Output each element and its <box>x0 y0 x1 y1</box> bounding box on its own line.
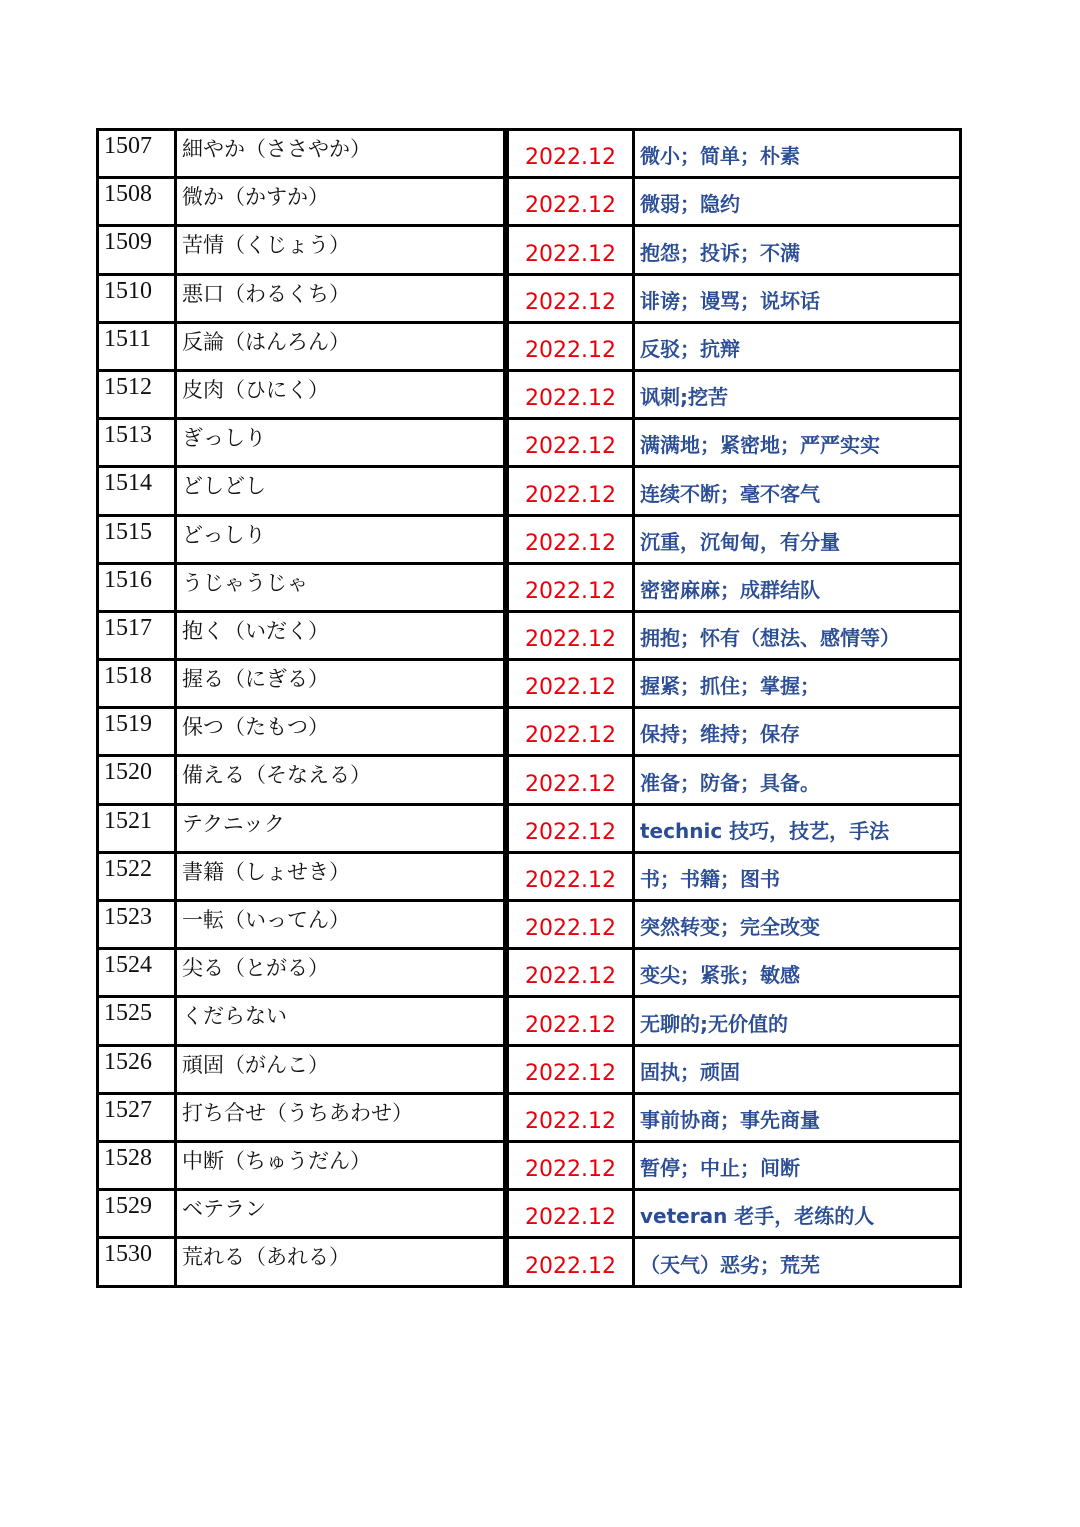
date-cell: 2022.12 <box>508 660 634 708</box>
table-row <box>98 130 961 178</box>
table-row <box>98 708 961 756</box>
chinese-meaning-cell: 讽刺;挖苦 <box>634 370 961 418</box>
date-cell: 2022.12 <box>508 1093 634 1141</box>
table-row <box>98 1141 961 1189</box>
date-cell: 2022.12 <box>508 901 634 949</box>
table-row <box>98 322 961 370</box>
chinese-meaning-cell: 诽谤；谩骂；说坏话 <box>634 274 961 322</box>
chinese-meaning-cell: 变尖；紧张；敏感 <box>634 949 961 997</box>
entry-number-cell: 1516 <box>98 563 176 611</box>
japanese-word-cell: 打ち合せ（うちあわせ） <box>176 1093 505 1141</box>
chinese-meaning-cell: （天气）恶劣；荒芜 <box>634 1238 961 1286</box>
table-row <box>98 467 961 515</box>
chinese-meaning-cell: 反驳；抗辩 <box>634 322 961 370</box>
date-cell: 2022.12 <box>508 997 634 1045</box>
table-row <box>98 901 961 949</box>
table-row <box>98 226 961 274</box>
date-cell: 2022.12 <box>508 370 634 418</box>
table-row <box>98 949 961 997</box>
entry-number-cell: 1508 <box>98 178 176 226</box>
date-cell: 2022.12 <box>508 756 634 804</box>
chinese-meaning-cell: 书；书籍；图书 <box>634 852 961 900</box>
japanese-word-cell: 備える（そなえる） <box>176 756 505 804</box>
entry-number-cell: 1523 <box>98 901 176 949</box>
japanese-word-cell: ぎっしり <box>176 419 505 467</box>
date-cell: 2022.12 <box>508 130 634 178</box>
date-cell: 2022.12 <box>508 467 634 515</box>
chinese-meaning-cell: technic 技巧，技艺，手法 <box>634 804 961 852</box>
date-cell: 2022.12 <box>508 274 634 322</box>
entry-number-cell: 1526 <box>98 1045 176 1093</box>
entry-number-cell: 1515 <box>98 515 176 563</box>
entry-number-cell: 1527 <box>98 1093 176 1141</box>
vocabulary-table-body <box>98 130 961 1287</box>
japanese-word-cell: 保つ（たもつ） <box>176 708 505 756</box>
japanese-word-cell: くだらない <box>176 997 505 1045</box>
japanese-word-cell: 書籍（しょせき） <box>176 852 505 900</box>
japanese-word-cell: 細やか（ささやか） <box>176 130 505 178</box>
chinese-meaning-cell: 微小；简单；朴素 <box>634 130 961 178</box>
entry-number-cell: 1517 <box>98 611 176 659</box>
table-row <box>98 804 961 852</box>
table-row <box>98 611 961 659</box>
date-cell: 2022.12 <box>508 1238 634 1286</box>
chinese-meaning-cell: veteran 老手，老练的人 <box>634 1190 961 1238</box>
japanese-word-cell: 微か（かすか） <box>176 178 505 226</box>
date-cell: 2022.12 <box>508 949 634 997</box>
date-cell: 2022.12 <box>508 611 634 659</box>
entry-number-cell: 1512 <box>98 370 176 418</box>
date-cell: 2022.12 <box>508 419 634 467</box>
table-row <box>98 1238 961 1286</box>
table-row <box>98 852 961 900</box>
japanese-word-cell: どっしり <box>176 515 505 563</box>
entry-number-cell: 1528 <box>98 1141 176 1189</box>
chinese-meaning-cell: 满满地；紧密地；严严实实 <box>634 419 961 467</box>
table-row <box>98 1045 961 1093</box>
chinese-meaning-cell: 事前协商；事先商量 <box>634 1093 961 1141</box>
japanese-word-cell: うじゃうじゃ <box>176 563 505 611</box>
vocabulary-table <box>96 128 962 1288</box>
table-row <box>98 563 961 611</box>
chinese-meaning-cell: 沉重，沉甸甸，有分量 <box>634 515 961 563</box>
japanese-word-cell: 一転（いってん） <box>176 901 505 949</box>
date-cell: 2022.12 <box>508 226 634 274</box>
japanese-word-cell: 尖る（とがる） <box>176 949 505 997</box>
chinese-meaning-cell: 突然转变；完全改变 <box>634 901 961 949</box>
table-row <box>98 1093 961 1141</box>
japanese-word-cell: ベテラン <box>176 1190 505 1238</box>
date-cell: 2022.12 <box>508 708 634 756</box>
date-cell: 2022.12 <box>508 515 634 563</box>
chinese-meaning-cell: 固执；顽固 <box>634 1045 961 1093</box>
japanese-word-cell: どしどし <box>176 467 505 515</box>
japanese-word-cell: テクニック <box>176 804 505 852</box>
table-row <box>98 756 961 804</box>
table-row <box>98 515 961 563</box>
japanese-word-cell: 抱く（いだく） <box>176 611 505 659</box>
chinese-meaning-cell: 抱怨；投诉；不满 <box>634 226 961 274</box>
chinese-meaning-cell: 微弱；隐约 <box>634 178 961 226</box>
entry-number-cell: 1524 <box>98 949 176 997</box>
japanese-word-cell: 皮肉（ひにく） <box>176 370 505 418</box>
entry-number-cell: 1513 <box>98 419 176 467</box>
entry-number-cell: 1530 <box>98 1238 176 1286</box>
chinese-meaning-cell: 暂停；中止；间断 <box>634 1141 961 1189</box>
date-cell: 2022.12 <box>508 322 634 370</box>
table-row <box>98 419 961 467</box>
table-row <box>98 274 961 322</box>
entry-number-cell: 1518 <box>98 660 176 708</box>
chinese-meaning-cell: 无聊的;无价值的 <box>634 997 961 1045</box>
table-row <box>98 997 961 1045</box>
entry-number-cell: 1510 <box>98 274 176 322</box>
entry-number-cell: 1509 <box>98 226 176 274</box>
entry-number-cell: 1525 <box>98 997 176 1045</box>
date-cell: 2022.12 <box>508 1190 634 1238</box>
entry-number-cell: 1522 <box>98 852 176 900</box>
japanese-word-cell: 頑固（がんこ） <box>176 1045 505 1093</box>
chinese-meaning-cell: 密密麻麻；成群结队 <box>634 563 961 611</box>
date-cell: 2022.12 <box>508 563 634 611</box>
table-row <box>98 178 961 226</box>
table-row <box>98 660 961 708</box>
table-row <box>98 1190 961 1238</box>
chinese-meaning-cell: 保持；维持；保存 <box>634 708 961 756</box>
entry-number-cell: 1511 <box>98 322 176 370</box>
table-row <box>98 370 961 418</box>
entry-number-cell: 1520 <box>98 756 176 804</box>
date-cell: 2022.12 <box>508 178 634 226</box>
entry-number-cell: 1529 <box>98 1190 176 1238</box>
entry-number-cell: 1514 <box>98 467 176 515</box>
japanese-word-cell: 苦情（くじょう） <box>176 226 505 274</box>
japanese-word-cell: 中断（ちゅうだん） <box>176 1141 505 1189</box>
japanese-word-cell: 荒れる（あれる） <box>176 1238 505 1286</box>
entry-number-cell: 1519 <box>98 708 176 756</box>
entry-number-cell: 1521 <box>98 804 176 852</box>
chinese-meaning-cell: 准备；防备；具备。 <box>634 756 961 804</box>
date-cell: 2022.12 <box>508 1045 634 1093</box>
japanese-word-cell: 握る（にぎる） <box>176 660 505 708</box>
chinese-meaning-cell: 拥抱；怀有（想法、感情等） <box>634 611 961 659</box>
date-cell: 2022.12 <box>508 804 634 852</box>
chinese-meaning-cell: 连续不断；毫不客气 <box>634 467 961 515</box>
chinese-meaning-cell: 握紧；抓住；掌握； <box>634 660 961 708</box>
entry-number-cell: 1507 <box>98 130 176 178</box>
japanese-word-cell: 反論（はんろん） <box>176 322 505 370</box>
date-cell: 2022.12 <box>508 1141 634 1189</box>
date-cell: 2022.12 <box>508 852 634 900</box>
japanese-word-cell: 悪口（わるくち） <box>176 274 505 322</box>
